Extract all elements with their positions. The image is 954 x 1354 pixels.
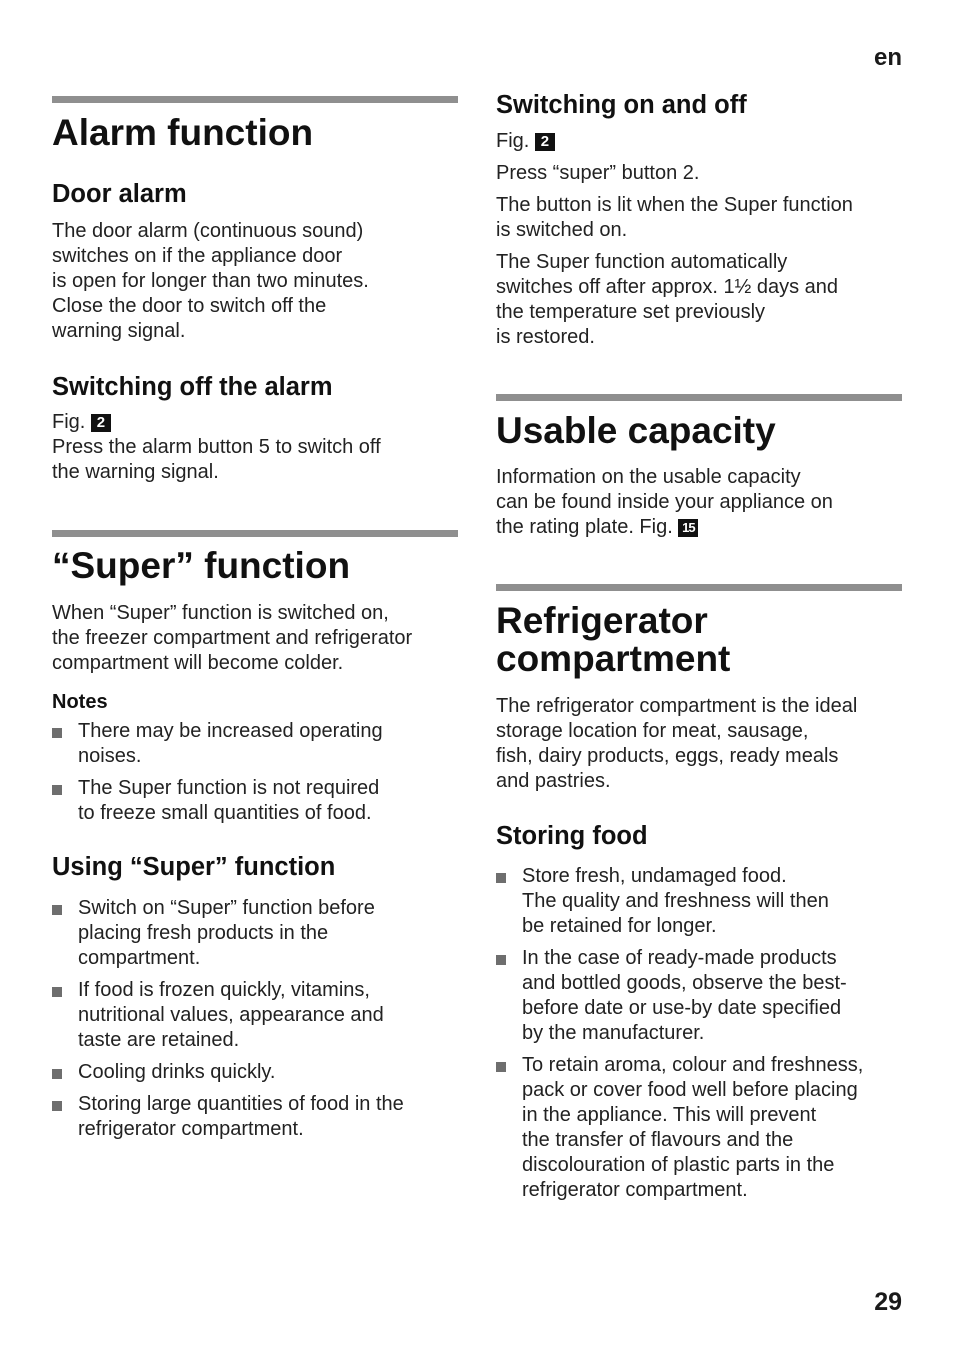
- section-divider: [52, 530, 458, 537]
- list-item: If food is frozen quickly, vitamins, nutritional values, appearance and taste are retained.: [52, 978, 458, 1053]
- section-divider: [52, 96, 458, 103]
- button-lit-text: The button is lit when the Super function is switched on.: [496, 194, 853, 241]
- list-item: Store fresh, undamaged food. The quality and freshness will then be retained for longer.: [496, 864, 902, 939]
- bullet-square-icon: [52, 728, 62, 738]
- list-item: Storing large quantities of food in the refrigerator compartment.: [52, 1092, 458, 1142]
- list-item: The Super function is not required to freeze small quantities of food.: [52, 776, 458, 826]
- super-function-heading: “Super” function: [52, 545, 351, 586]
- figure-badge: 2: [535, 133, 555, 151]
- section-divider: [496, 584, 902, 591]
- list-item: Cooling drinks quickly.: [52, 1060, 458, 1085]
- auto-off-text: The Super function automatically switches off after approx. 1½ days and the temperature set previously is restored.: [496, 251, 839, 348]
- bullet-square-icon: [496, 873, 506, 883]
- bullet-square-icon: [52, 905, 62, 915]
- storing-food-heading: Storing food: [496, 822, 648, 850]
- list-item: There may be increased operating noises.: [52, 719, 458, 769]
- language-label: en: [873, 44, 902, 71]
- using-super-function-heading: Using “Super” function: [52, 853, 336, 881]
- using-super-list: [52, 896, 458, 1142]
- press-super-text: Press “super” button 2.: [496, 162, 700, 184]
- list-item: Switch on “Super” function before placing fresh products in the compartment.: [52, 896, 458, 971]
- door-alarm-text: The door alarm (continuous sound) switches on if the appliance door is open for longer than two minutes. Close the door to switch off the warning signal.: [52, 220, 369, 342]
- notes-list: [52, 719, 458, 826]
- usable-capacity-text: Information on the usable capacity can be found inside your appliance on the rating plate. Fig. 15: [496, 466, 833, 538]
- bullet-square-icon: [52, 1069, 62, 1079]
- storing-food-list: [496, 864, 902, 1203]
- page-number: 29: [874, 1288, 902, 1316]
- bullet-square-icon: [496, 955, 506, 965]
- section-divider: [496, 394, 902, 401]
- refrigerator-intro-text: The refrigerator compartment is the ideal storage location for meat, sausage, fish, dairy products, eggs, ready meals and pastries.: [496, 695, 858, 792]
- switching-off-alarm-heading: Switching off the alarm: [52, 373, 333, 401]
- list-item: To retain aroma, colour and freshness, pack or cover food well before placing in the appliance. This will prevent the transfer of flavours and the discolouration of plastic parts in the refrigerator compartment.: [496, 1053, 902, 1203]
- list-item: In the case of ready-made products and bottled goods, observe the best- before date or use-by date specified by the manufacturer.: [496, 946, 902, 1046]
- alarm-function-heading: Alarm function: [52, 112, 314, 153]
- figure-badge: 2: [91, 414, 111, 432]
- door-alarm-heading: Door alarm: [52, 180, 187, 208]
- bullet-square-icon: [52, 987, 62, 997]
- bullet-square-icon: [52, 1101, 62, 1111]
- switching-fig-ref: Fig. 2: [496, 129, 555, 154]
- switching-off-alarm-text: Fig. 2 Press the alarm button 5 to switch off the warning signal.: [52, 411, 381, 483]
- usable-capacity-heading: Usable capacity: [496, 410, 776, 451]
- super-function-intro: When “Super” function is switched on, the freezer compartment and refrigerator compartment will become colder.: [52, 602, 413, 674]
- notes-heading: Notes: [52, 691, 108, 713]
- figure-badge: 15: [678, 519, 698, 537]
- bullet-square-icon: [52, 785, 62, 795]
- bullet-square-icon: [496, 1062, 506, 1072]
- switching-on-off-heading: Switching on and off: [496, 91, 747, 119]
- refrigerator-compartment-heading: Refrigerator compartment: [496, 600, 731, 679]
